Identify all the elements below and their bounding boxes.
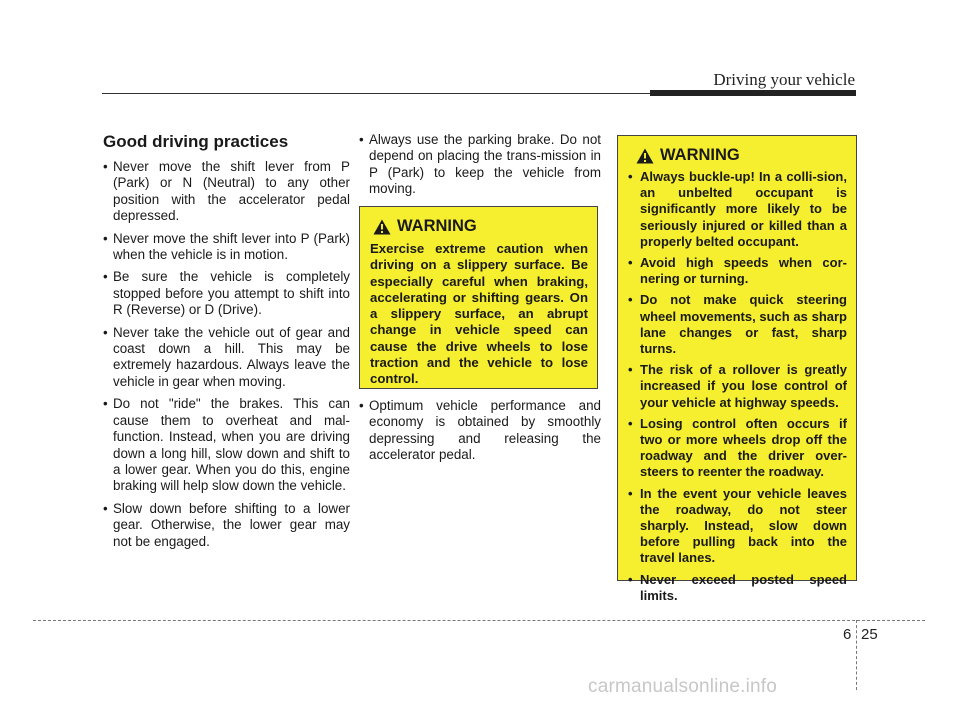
list-item: • Optimum vehicle performance and economy is obtained by smoothly depressing and releasing the accelerator pedal. — [359, 398, 601, 463]
list-item: • The risk of a rollover is greatly increased if you lose control of your vehicle at highway speeds. — [628, 362, 847, 410]
bullet-icon: • — [628, 169, 633, 184]
bullet-icon: • — [628, 362, 633, 378]
middle-column-bottom — [359, 398, 601, 470]
warning-box-safety — [617, 135, 857, 603]
warning-triangle-icon — [373, 219, 391, 235]
list-item: • Always buckle-up! In a colli-sion, an unbelted occupant is significantly more likely to be seriously injured or killed than a properly belted occupant. — [628, 169, 847, 249]
header-bar — [650, 90, 856, 96]
list-item: • Never take the vehicle out of gear and coast down a hill. This may be extremely hazardous. Always leave the vehicle in gear when moving. — [103, 324, 350, 389]
warning-title: WARNING — [660, 146, 740, 164]
watermark: carmanualsonline.info — [588, 676, 778, 697]
list-item: • Be sure the vehicle is completely stopped before you attempt to shift into R (Reverse) or D (Drive). — [103, 269, 350, 318]
bullet-icon: • — [628, 485, 633, 501]
list-item: • Never exceed posted speed limits. — [628, 571, 847, 603]
bullet-icon: • — [628, 292, 633, 308]
warning-title: WARNING — [397, 217, 477, 235]
warning-box-slippery — [359, 206, 598, 389]
bullet-icon: • — [103, 159, 108, 174]
bullet-icon: • — [359, 398, 364, 413]
list-item: • Always use the parking brake. Do not depend on placing the trans-mission in P (Park) to keep the vehicle from moving. — [359, 132, 601, 197]
list-item: • Do not make quick steering wheel movements, such as sharp lane changes or fast, sharp turns. — [628, 292, 847, 357]
warning-text: Exercise extreme caution when driving on a slippery surface. Be especially careful when braking, accelerating or shifting gears. On a slippery surface, an abrupt change in vehicle speed can cause the drive wheels to lose traction and the vehicle to lose control. — [370, 241, 588, 387]
section-title: Driving your vehicle — [713, 70, 855, 89]
bullet-icon: • — [103, 396, 108, 412]
list-item: • Slow down before shifting to a lower gear. Otherwise, the lower gear may not be engaged. — [103, 500, 350, 549]
section-heading: Good driving practices — [103, 132, 289, 151]
list-item: • Never move the shift lever into P (Park) when the vehicle is in motion. — [103, 230, 350, 263]
bullet-icon: • — [628, 415, 633, 431]
list-item: • Losing control often occurs if two or more wheels drop off the roadway and the driver over-steers to reenter the roadway. — [628, 415, 847, 480]
practices-list — [103, 159, 350, 550]
footer-rule — [33, 620, 925, 621]
bullet-icon: • — [103, 269, 108, 285]
bullet-icon: • — [359, 132, 364, 147]
page-number: 25 — [861, 626, 878, 643]
left-column — [103, 132, 350, 556]
bullet-icon: • — [103, 230, 108, 246]
warning-list — [628, 169, 847, 604]
chapter-number: 6 — [843, 626, 852, 643]
bullet-icon: • — [103, 500, 108, 516]
bullet-icon: • — [103, 324, 108, 340]
list-item: • In the event your vehicle leaves the roadway, do not steer sharply. Instead, slow down before pulling back into the travel lanes. — [628, 485, 847, 566]
warning-triangle-icon — [636, 148, 654, 164]
middle-column-top — [359, 132, 601, 204]
list-item: • Never move the shift lever from P (Park) or N (Neutral) to any other position with the accelerator pedal depressed. — [103, 159, 350, 224]
list-item: • Do not "ride" the brakes. This can cause them to overheat and mal-function. Instead, when you are driving down a long hill, slow down and shift to a lower gear. When you do this, engine braking will help slow down the vehicle. — [103, 396, 350, 494]
footer-divider — [856, 620, 857, 690]
list-item: • Avoid high speeds when cor-nering or turning. — [628, 255, 847, 287]
bullet-icon: • — [628, 255, 633, 271]
bullet-icon: • — [628, 571, 633, 587]
